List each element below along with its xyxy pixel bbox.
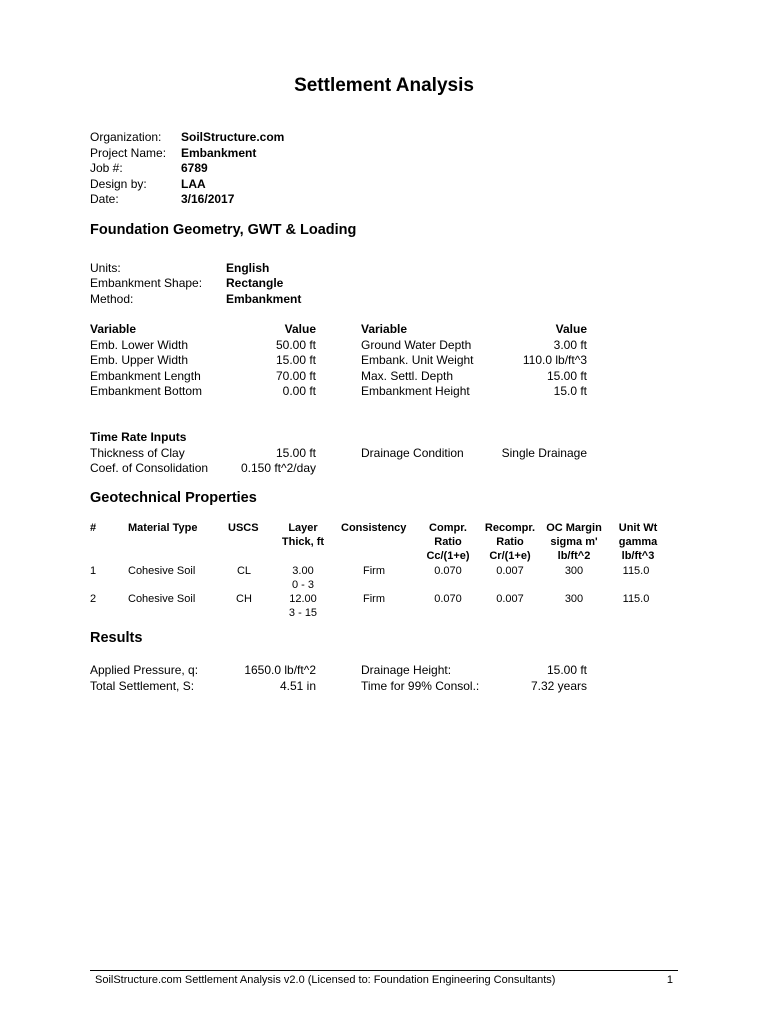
time-rate-heading: Time Rate Inputs bbox=[90, 430, 187, 444]
header-oc-sigma: sigma m' bbox=[550, 536, 598, 548]
shape-value: Rectangle bbox=[226, 276, 284, 290]
row-unit: 115.0 bbox=[622, 593, 650, 605]
row-compr: 0.070 bbox=[434, 593, 462, 605]
org-label: Organization: bbox=[90, 130, 162, 144]
consolidation-time-label: Time for 99% Consol.: bbox=[361, 679, 480, 693]
header-oc: OC Margin bbox=[546, 522, 602, 534]
row-compr: 0.070 bbox=[434, 565, 462, 577]
header-consistency: Consistency bbox=[341, 522, 407, 534]
drainage-condition-value: Single Drainage bbox=[501, 446, 587, 460]
variable-name: Embankment Height bbox=[361, 384, 470, 398]
row-consistency: Firm bbox=[363, 593, 385, 605]
total-settlement-value: 4.51 in bbox=[279, 679, 316, 693]
variable-name: Embankment Length bbox=[90, 369, 201, 383]
header-unit-gamma: gamma bbox=[618, 536, 658, 548]
designer-value: LAA bbox=[181, 177, 206, 191]
section-heading-geometry: Foundation Geometry, GWT & Loading bbox=[90, 222, 357, 238]
variable-name: Embankment Bottom bbox=[90, 384, 203, 398]
variable-value: 110.0 lb/ft^3 bbox=[522, 353, 587, 367]
value-header-right: Value bbox=[555, 322, 587, 336]
row-range: 3 - 15 bbox=[288, 607, 318, 619]
total-settlement-label: Total Settlement, S: bbox=[90, 679, 195, 693]
row-thick: 3.00 bbox=[292, 565, 314, 577]
row-oc: 300 bbox=[564, 593, 584, 605]
page-number: 1 bbox=[666, 974, 673, 986]
row-num: 1 bbox=[90, 565, 97, 577]
page-title: Settlement Analysis bbox=[294, 75, 474, 96]
variable-header-left: Variable bbox=[90, 322, 137, 336]
header-unit-lb: lb/ft^3 bbox=[621, 550, 655, 562]
row-thick: 12.00 bbox=[289, 593, 317, 605]
consolidation-time-value: 7.32 years bbox=[530, 679, 587, 693]
header-num: # bbox=[90, 522, 97, 534]
row-num: 2 bbox=[90, 593, 97, 605]
variable-value: 15.0 ft bbox=[553, 384, 587, 398]
header-recompr-unit: Cr/(1+e) bbox=[489, 550, 531, 562]
variable-name: Emb. Upper Width bbox=[90, 353, 189, 367]
drainage-height-value: 15.00 ft bbox=[546, 663, 587, 677]
consolidation-coef-value: 0.150 ft^2/day bbox=[240, 461, 316, 475]
row-unit: 115.0 bbox=[622, 565, 650, 577]
designer-label: Design by: bbox=[90, 177, 147, 191]
header-uscs: USCS bbox=[228, 522, 259, 534]
row-range: 0 - 3 bbox=[291, 579, 314, 591]
section-heading-results: Results bbox=[90, 630, 143, 646]
footer-divider bbox=[90, 970, 678, 971]
date-label: Date: bbox=[90, 192, 119, 206]
header-compr-ratio: Ratio bbox=[434, 536, 462, 548]
variable-name: Embank. Unit Weight bbox=[361, 353, 474, 367]
section-heading-geotech: Geotechnical Properties bbox=[90, 490, 257, 506]
row-consistency: Firm bbox=[363, 565, 385, 577]
thickness-value: 15.00 ft bbox=[275, 446, 316, 460]
row-material: Cohesive Soil bbox=[128, 593, 196, 605]
row-recompr: 0.007 bbox=[496, 593, 524, 605]
method-value: Embankment bbox=[226, 292, 302, 306]
variable-name: Max. Settl. Depth bbox=[361, 369, 454, 383]
header-recompr-ratio: Ratio bbox=[496, 536, 524, 548]
org-value: SoilStructure.com bbox=[181, 130, 285, 144]
project-name-label: Project Name: bbox=[90, 146, 167, 160]
variable-value: 0.00 ft bbox=[282, 384, 316, 398]
header-oc-unit: lb/ft^2 bbox=[557, 550, 591, 562]
shape-label: Embankment Shape: bbox=[90, 276, 203, 290]
value-header-left: Value bbox=[284, 322, 316, 336]
header-layer: Layer bbox=[288, 522, 318, 534]
header-unit-wt: Unit Wt bbox=[618, 522, 658, 534]
variable-name: Ground Water Depth bbox=[361, 338, 472, 352]
thickness-label: Thickness of Clay bbox=[90, 446, 185, 460]
footer-text: SoilStructure.com Settlement Analysis v2.0 (Licensed to: Foundation Engineering Consultants) bbox=[95, 974, 556, 986]
drainage-height-label: Drainage Height: bbox=[361, 663, 452, 677]
row-material: Cohesive Soil bbox=[128, 565, 196, 577]
header-recompr: Recompr. bbox=[484, 522, 536, 534]
date-value: 3/16/2017 bbox=[181, 192, 235, 206]
variable-value: 70.00 ft bbox=[275, 369, 316, 383]
job-label: Job #: bbox=[90, 161, 123, 175]
job-value: 6789 bbox=[181, 161, 208, 175]
variable-value: 3.00 ft bbox=[553, 338, 587, 352]
variable-header-right: Variable bbox=[361, 322, 408, 336]
row-uscs: CL bbox=[236, 565, 252, 577]
row-uscs: CH bbox=[236, 593, 252, 605]
method-label: Method: bbox=[90, 292, 134, 306]
header-compr: Compr. bbox=[429, 522, 467, 534]
variable-value: 50.00 ft bbox=[275, 338, 316, 352]
drainage-condition-label: Drainage Condition bbox=[361, 446, 464, 460]
units-label: Units: bbox=[90, 261, 121, 275]
units-value: English bbox=[226, 261, 270, 275]
applied-pressure-value: 1650.0 lb/ft^2 bbox=[244, 663, 316, 677]
applied-pressure-label: Applied Pressure, q: bbox=[90, 663, 199, 677]
variable-value: 15.00 ft bbox=[275, 353, 316, 367]
consolidation-coef-label: Coef. of Consolidation bbox=[90, 461, 209, 475]
row-oc: 300 bbox=[564, 565, 584, 577]
project-name-value: Embankment bbox=[181, 146, 257, 160]
row-recompr: 0.007 bbox=[496, 565, 524, 577]
variable-value: 15.00 ft bbox=[546, 369, 587, 383]
header-material: Material Type bbox=[128, 522, 198, 534]
header-layer-thick: Thick, ft bbox=[281, 536, 325, 548]
header-compr-unit: Cc/(1+e) bbox=[426, 550, 470, 562]
variable-name: Emb. Lower Width bbox=[90, 338, 189, 352]
